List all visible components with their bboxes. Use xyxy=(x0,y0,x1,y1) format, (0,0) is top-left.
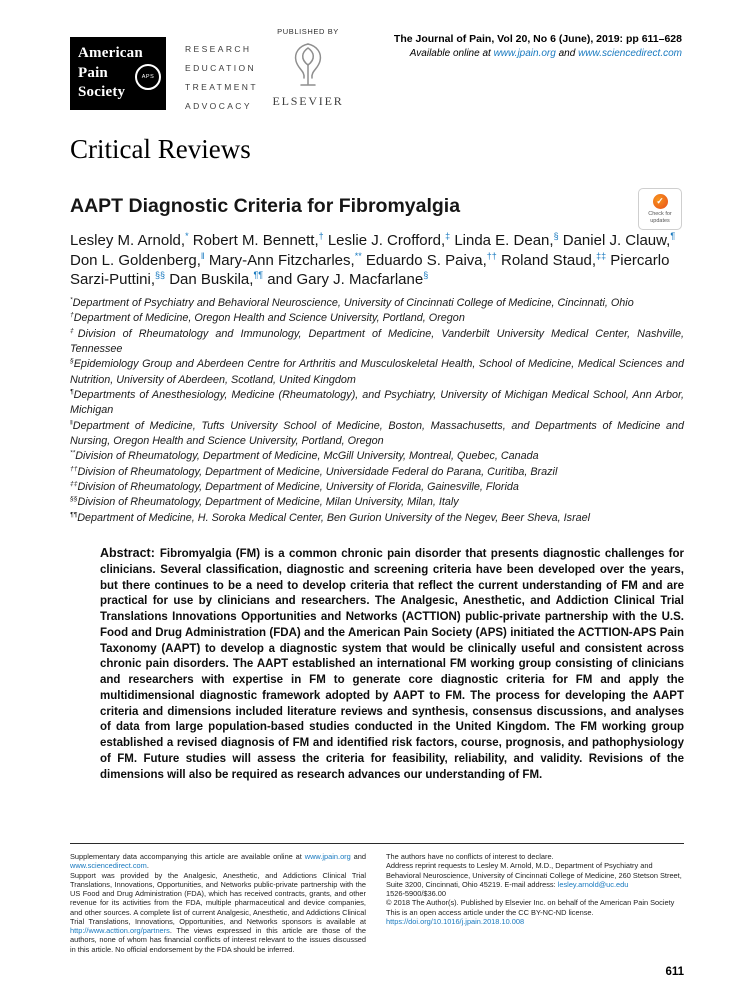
author-name: Eduardo S. Paiva, xyxy=(365,251,487,269)
abstract-text: Fibromyalgia (FM) is a common chronic pain disorder that presents diagnostic challenges for clinicians. Several classification, diagnostic and screening criteria have been developed over the years, but there continues to be a need to develop criteria that reflect the current understanding of FM and are practical for use by clinicians and researchers. The Analgesic, Anesthetic, and Addiction Clinical Trial Translations Innovations Opportunities and Networks (ACTTION) public-private partnership with the U.S. Food and Drug Administration (FDA) and the American Pain Society (APS) initiated the ACTTION-APS Pain Taxonomy (AAPT) to develop a diagnostic system that would be clinically useful and consistent across chronic pain disorders. The AAPT established an international FM working group consisting of clinicians and researchers with expertise in FM to generate core diagnostic criteria for FM and apply the multidimensional diagnostic framework adopted by AAPT to FM. The process for developing the AAPT criteria and dimensions included literature reviews and synthesis, consensus discussions, and analyses of data from large population-based studies conducted in the United Kingdom. The FM working group established a revised diagnosis of FM and identified risk factors, course, prognosis, and pathophysiology of FM. Future studies will assess the criteria for feasibility, reliability, and validity. Revisions of the dimensions will also be required as research advances our understanding of FM. xyxy=(100,548,684,781)
author-name: Don L. Goldenberg, xyxy=(70,251,201,269)
author-affiliation-mark: ‖ xyxy=(200,250,205,261)
author-name: Daniel J. Clauw, xyxy=(562,232,671,249)
motto-line: ADVOCACY xyxy=(185,101,252,111)
availability-and: and xyxy=(555,48,579,59)
footnote-paragraph: The authors have no conflicts of interest to declare. xyxy=(386,852,554,861)
author-affiliation-mark: ‡‡ xyxy=(596,250,607,261)
affiliation-mark: * xyxy=(70,296,73,304)
section-title: Critical Reviews xyxy=(70,134,251,164)
author-name: Piercarlo Sarzi-Puttini, xyxy=(70,251,670,288)
author-name: Roland Staud, xyxy=(500,251,597,269)
footnote-paragraph: © 2018 The Author(s). Published by Elsevier Inc. on behalf of the American Pain Society This is an open access article under the CC BY-NC-ND license. xyxy=(386,898,675,917)
aps-motto xyxy=(185,44,258,120)
author-name: Dan Buskila, xyxy=(169,271,254,288)
author-name: Robert M. Bennett, xyxy=(192,232,319,249)
abstract-label: Abstract: xyxy=(100,546,155,560)
author-affiliation-mark: ‡ xyxy=(445,231,451,241)
sciencedirect-link[interactable]: www.sciencedirect.com xyxy=(578,48,682,59)
footnote-paragraph: Supplementary data accompanying this article are available online at www.jpain.org and www.sciencedirect.com. xyxy=(70,852,366,871)
author-name: Leslie J. Crofford, xyxy=(327,232,446,249)
affiliation: ††Division of Rheumatology, Department of Medicine, Universidade Federal do Parana, Curitiba, Brazil xyxy=(70,465,558,478)
affiliation: ¶¶Department of Medicine, H. Soroka Medical Center, Ben Gurion University of the Negev, Beer Sheva, Israel xyxy=(70,511,591,524)
affiliation: ¶Departments of Anesthesiology, Medicine (Rheumatology), and Psychiatry, University of Michigan Medical School, Ann Arbor, Michigan xyxy=(70,388,684,417)
author-affiliation-mark: § xyxy=(423,270,429,280)
affiliation: ‖Department of Medicine, Tufts University School of Medicine, Boston, Massachusetts, and Departments of Medicine and Nursing, Oregon Health and Science University, Portland, Oregon xyxy=(70,419,684,447)
availability-line xyxy=(394,48,682,59)
affiliation-mark: † xyxy=(70,311,74,319)
footnote-paragraph: 1526-5900/$36.00 xyxy=(386,889,447,898)
issue-info xyxy=(394,33,682,59)
page-number: 611 xyxy=(665,966,684,978)
footnote-right xyxy=(386,852,684,926)
article-title: AAPT Diagnostic Criteria for Fibromyalgia xyxy=(70,195,461,217)
author-affiliation-mark: §§ xyxy=(155,270,166,280)
affiliation-list xyxy=(70,296,684,526)
footnote-left xyxy=(70,852,366,954)
author-name: Lesley M. Arnold, xyxy=(70,232,186,249)
link[interactable]: www.jpain.org xyxy=(304,852,351,861)
author-affiliation-mark: †† xyxy=(486,250,497,261)
publisher-name: ELSEVIER xyxy=(272,94,344,108)
check-for-updates-badge[interactable] xyxy=(638,188,682,230)
link[interactable]: http://www.acttion.org/partners xyxy=(70,926,170,935)
link[interactable]: https://doi.org/10.1016/j.jpain.2018.10.008 xyxy=(386,916,525,926)
author-name: Linda E. Dean, xyxy=(454,232,554,249)
affiliation: §Epidemiology Group and Aberdeen Centre for Arthritis and Musculoskeletal Health, School of Medicine, Medical Sciences and Nutrition, University of Aberdeen, Scotland, United Kingdom xyxy=(70,357,684,386)
aps-logo-line: American xyxy=(78,45,143,61)
affiliation-mark: ¶¶ xyxy=(70,511,78,518)
affiliation: §§Division of Rheumatology, Department of Medicine, Milan University, Milan, Italy xyxy=(70,495,459,509)
aps-logo-line: Pain xyxy=(78,64,108,81)
abstract xyxy=(100,545,684,783)
motto-line: TREATMENT xyxy=(185,82,258,92)
author-affiliation-mark: † xyxy=(318,231,324,241)
affiliation-mark: ‡ xyxy=(70,327,78,335)
aps-logo-line: Society xyxy=(78,84,126,100)
author-affiliation-mark: ** xyxy=(354,250,362,261)
affiliation-mark: § xyxy=(70,357,74,365)
motto-line: RESEARCH xyxy=(185,44,252,54)
footnote-paragraph xyxy=(386,917,684,926)
footnote-paragraph: Address reprint requests to Lesley M. Arnold, M.D., Department of Psychiatry and Behavioral Neuroscience, University of Cincinnati College of Medicine, 260 Stetson Street, Suite 3200, Cincinnati, Ohio 45219. E-mail address: lesley.arnold@uc.edu xyxy=(386,861,682,889)
affiliation-mark: ‖ xyxy=(70,419,73,427)
affiliation-mark: ‡‡ xyxy=(70,480,78,488)
motto-line: EDUCATION xyxy=(185,63,257,73)
author-name: Mary-Ann Fitzcharles, xyxy=(208,251,355,269)
elsevier-tree-icon xyxy=(263,38,353,92)
jpain-link[interactable]: www.jpain.org xyxy=(493,48,556,59)
badge-label: Check for updates xyxy=(648,210,672,224)
affiliation: ‡‡Division of Rheumatology, Department of Medicine, University of Florida, Gainesville, Florida xyxy=(70,480,519,493)
author-list xyxy=(70,231,684,290)
link[interactable]: lesley.arnold@uc.edu xyxy=(557,879,629,889)
affiliation-mark: ¶ xyxy=(70,388,74,396)
link[interactable]: www.sciencedirect.com xyxy=(70,861,147,871)
author-affiliation-mark: § xyxy=(553,231,559,241)
footnote-paragraph: Support was provided by the Analgesic, Anesthetic, and Addictions Clinical Trial Translations, Innovations, Opportunities, and Networks public-private partnership with the US Food and Drug Administration (FDA), which has received contracts, grants, and other revenue for its activities from the FDA, multiple pharmaceutical and device companies, and other sources. A complete list of current Analgesic, Anesthetic, and Addictions Clinical Trial Translations, Innovations, Opportunities, and Networks sponsors is available at http://www.acttion.org/partners. The views expressed in this article are those of the authors, none of whom has financial conflicts of interest relevant to the issues discussed in this article. No official endorsement by the FDA should be inferred. xyxy=(70,870,366,954)
published-by-label: PUBLISHED BY xyxy=(277,27,339,36)
affiliation: *Department of Psychiatry and Behavioral Neuroscience, University of Cincinnati College of Medicine, Cincinnati, Ohio xyxy=(70,296,634,309)
availability-prefix: Available online at xyxy=(409,48,494,59)
affiliation-mark: ** xyxy=(70,449,76,457)
aps-seal-icon xyxy=(135,64,161,90)
aps-seal-text: APS xyxy=(141,74,155,80)
affiliation: **Division of Rheumatology, Department of Medicine, McGill University, Montreal, Quebec, Canada xyxy=(70,449,539,463)
affiliation: †Department of Medicine, Oregon Health and Science University, Portland, Oregon xyxy=(70,311,465,325)
publisher-block xyxy=(263,27,353,109)
author-name: and Gary J. Macfarlane xyxy=(267,271,424,288)
affiliation: ‡Division of Rheumatology and Immunology, Department of Medicine, Vanderbilt University Medical Center, Nashville, Tennessee xyxy=(70,327,684,355)
author-affiliation-mark: * xyxy=(185,231,189,241)
affiliation-mark: †† xyxy=(70,465,78,473)
journal-citation: The Journal of Pain, Vol 20, No 6 (June), 2019: pp 611–628 xyxy=(393,33,682,45)
crossmark-icon: ✓ xyxy=(653,194,668,209)
footnote-divider xyxy=(70,843,684,844)
affiliation-mark: §§ xyxy=(70,495,78,503)
author-affiliation-mark: ¶¶ xyxy=(253,270,264,280)
author-affiliation-mark: ¶ xyxy=(670,231,676,241)
aps-logo xyxy=(70,37,166,110)
